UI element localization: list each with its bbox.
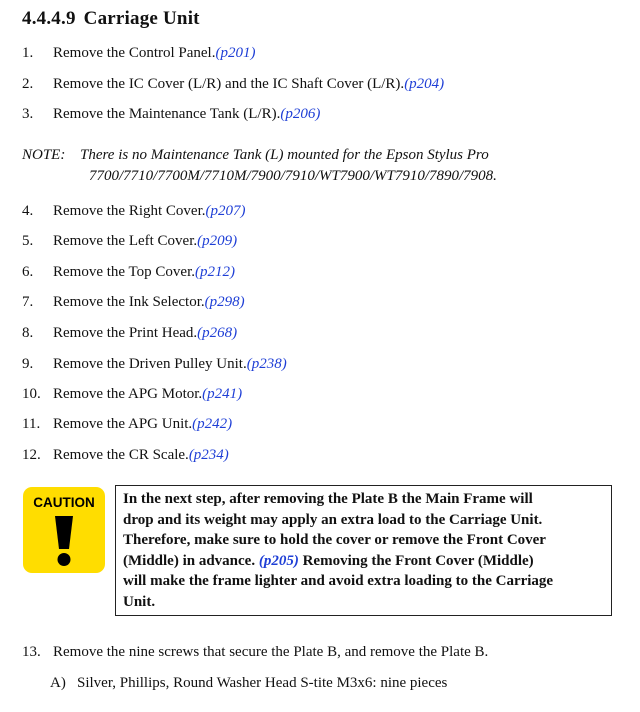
step-text: Remove the Maintenance Tank (L/R). bbox=[53, 106, 281, 122]
step-text: Remove the APG Motor. bbox=[53, 386, 203, 402]
step-number: 6. bbox=[22, 264, 34, 280]
list-item bbox=[22, 325, 237, 342]
step-number: 13. bbox=[22, 644, 41, 660]
step-number: 4. bbox=[22, 203, 34, 219]
step-number: 3. bbox=[22, 106, 34, 122]
page-reference-link[interactable]: (p298) bbox=[204, 294, 245, 310]
step-text: Remove the Ink Selector. bbox=[53, 294, 205, 310]
page-reference-link[interactable]: (p241) bbox=[202, 386, 243, 402]
list-item bbox=[22, 203, 245, 220]
caution-line-1: In the next step, after removing the Plate B the Main Frame will bbox=[123, 491, 533, 507]
page-reference-link[interactable]: (p209) bbox=[197, 233, 238, 249]
sub-list-item bbox=[50, 675, 447, 692]
step-text: Remove the CR Scale. bbox=[53, 447, 189, 463]
list-item bbox=[22, 356, 287, 373]
caution-line-4-end: Removing the Front Cover (Middle) bbox=[302, 552, 534, 569]
exclamation-icon bbox=[52, 515, 76, 567]
step-text: Remove the nine screws that secure the Plate B, and remove the Plate B. bbox=[53, 644, 489, 660]
sub-step-letter: A) bbox=[50, 675, 66, 691]
caution-line-4 bbox=[123, 551, 605, 572]
step-number: 9. bbox=[22, 356, 34, 372]
step-text: Remove the Print Head. bbox=[53, 325, 198, 341]
note-block bbox=[22, 145, 497, 187]
step-text: Remove the IC Cover (L/R) and the IC Shaft Cover (L/R). bbox=[53, 76, 405, 92]
page-reference-link[interactable]: (p242) bbox=[192, 416, 233, 432]
step-text: Remove the Control Panel. bbox=[53, 45, 216, 61]
list-item bbox=[22, 294, 245, 311]
list-item bbox=[22, 416, 232, 433]
step-text: Remove the Top Cover. bbox=[53, 264, 195, 280]
page-reference-link[interactable]: (p205) bbox=[258, 552, 299, 569]
step-number: 2. bbox=[22, 76, 34, 92]
list-item bbox=[22, 76, 444, 93]
page-reference-link[interactable]: (p238) bbox=[246, 356, 287, 372]
step-number: 12. bbox=[22, 447, 41, 463]
caution-line-5: will make the frame lighter and avoid extra loading to the Carriage bbox=[123, 573, 554, 589]
list-item bbox=[22, 386, 242, 403]
page-reference-link[interactable]: (p268) bbox=[197, 325, 238, 341]
list-item bbox=[22, 264, 235, 281]
caution-line-3: Therefore, make sure to hold the cover or remove the Front Cover bbox=[123, 532, 546, 548]
step-number: 1. bbox=[22, 45, 34, 61]
step-number: 10. bbox=[22, 386, 41, 402]
list-item bbox=[22, 644, 488, 661]
page-reference-link[interactable]: (p204) bbox=[404, 76, 445, 92]
page-reference-link[interactable]: (p206) bbox=[280, 106, 321, 122]
section-heading bbox=[22, 8, 200, 30]
list-item bbox=[22, 45, 255, 62]
step-number: 7. bbox=[22, 294, 34, 310]
step-text: Remove the APG Unit. bbox=[53, 416, 193, 432]
note-line-2: 7700/7710/7700M/7710M/7900/7910/WT7900/WT7910/7890/7908. bbox=[89, 168, 497, 184]
caution-line-2: drop and its weight may apply an extra load to the Carriage Unit. bbox=[123, 511, 543, 528]
page-reference-link[interactable]: (p207) bbox=[205, 203, 246, 219]
page-reference-link[interactable]: (p212) bbox=[195, 264, 235, 280]
page-reference-link[interactable]: (p234) bbox=[188, 447, 229, 463]
step-number: 8. bbox=[22, 325, 34, 341]
caution-line-6: Unit. bbox=[123, 593, 156, 610]
section-title: Carriage Unit bbox=[83, 8, 200, 29]
step-number: 5. bbox=[22, 233, 34, 249]
step-number: 11. bbox=[22, 416, 41, 432]
step-text: Remove the Driven Pulley Unit. bbox=[53, 356, 247, 372]
page-reference-link[interactable]: (p201) bbox=[215, 45, 256, 61]
note-label: NOTE: bbox=[22, 147, 66, 163]
list-item bbox=[22, 106, 320, 123]
step-text: Remove the Left Cover. bbox=[53, 233, 198, 249]
list-item bbox=[22, 447, 229, 464]
list-item bbox=[22, 233, 237, 250]
section-number: 4.4.4.9 bbox=[22, 8, 76, 29]
step-text: Remove the Right Cover. bbox=[53, 203, 206, 219]
caution-line-4-start: (Middle) in advance. bbox=[123, 552, 256, 569]
caution-badge bbox=[23, 487, 105, 573]
sub-step-text: Silver, Phillips, Round Washer Head S-tite M3x6: nine pieces bbox=[77, 675, 448, 691]
caution-message bbox=[115, 485, 612, 616]
caution-label: CAUTION bbox=[33, 495, 95, 510]
note-line-1: There is no Maintenance Tank (L) mounted for the Epson Stylus Pro bbox=[80, 147, 489, 163]
